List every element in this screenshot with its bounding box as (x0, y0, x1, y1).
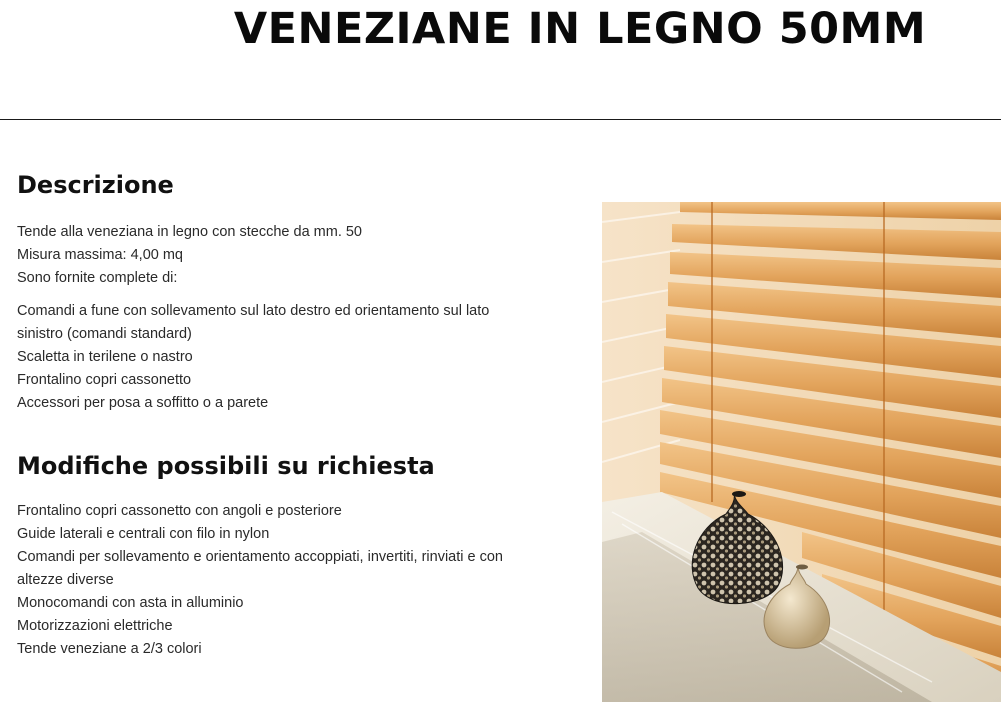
modifiche-items (17, 500, 577, 661)
text-line: Frontalino copri cassonetto (17, 372, 192, 388)
text-line: Frontalino copri cassonetto con angoli e posteriore (17, 503, 342, 519)
wooden-venetian-blind-image (602, 202, 1001, 702)
product-description (17, 168, 577, 661)
text-line: Sono fornite complete di: (17, 270, 178, 286)
text-line: altezze diverse (17, 572, 114, 588)
text-line: Scaletta in terilene o nastro (17, 349, 193, 365)
descrizione-intro (17, 221, 577, 290)
header-divider (0, 119, 1001, 120)
section-heading-modifiche: Modifiche possibili su richiesta (17, 452, 435, 480)
text-line: Monocomandi con asta in alluminio (17, 595, 244, 611)
text-line: Guide laterali e centrali con filo in nylon (17, 526, 270, 542)
text-line: Misura massima: 4,00 mq (17, 247, 183, 263)
text-line: Comandi per sollevamento e orientamento accoppiati, invertiti, rinviati e con (17, 549, 503, 565)
descrizione-items (17, 300, 577, 415)
text-line: Motorizzazioni elettriche (17, 618, 173, 634)
page-title: VENEZIANE IN LEGNO 50MM (233, 4, 927, 54)
text-line: Tende veneziane a 2/3 colori (17, 641, 202, 657)
text-line: Accessori per posa a soffitto o a parete (17, 395, 269, 411)
section-heading-descrizione: Descrizione (17, 171, 174, 199)
product-photo (602, 202, 1001, 702)
text-line: Tende alla veneziana in legno con stecche da mm. 50 (17, 224, 362, 240)
text-line: Comandi a fune con sollevamento sul lato destro ed orientamento sul lato (17, 303, 490, 319)
text-line: sinistro (comandi standard) (17, 326, 192, 342)
